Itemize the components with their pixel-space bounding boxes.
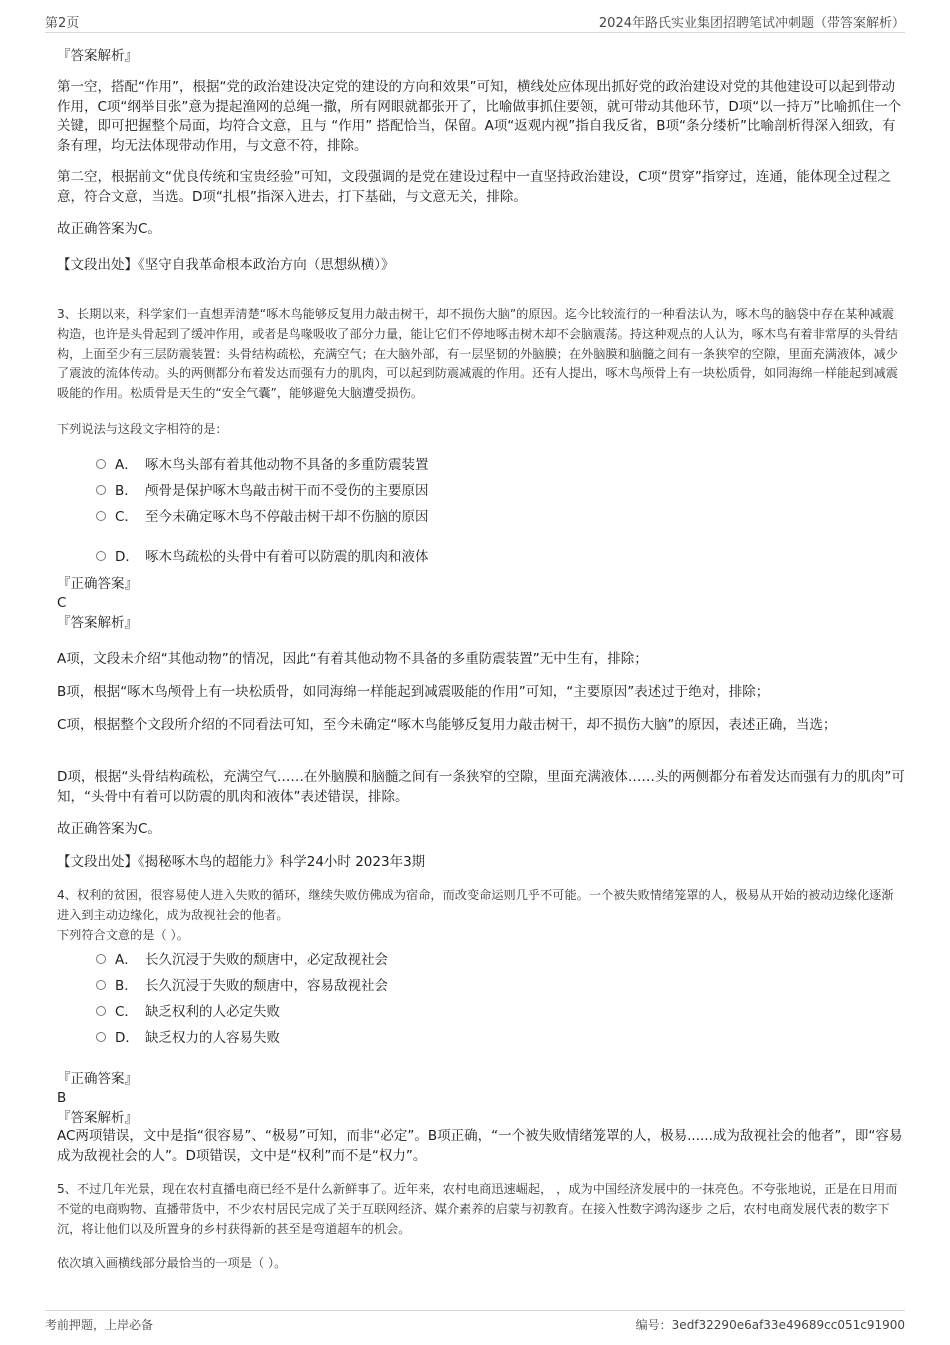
radio-icon[interactable] bbox=[96, 551, 106, 561]
q3-analysis-d: D项，根据“头骨结构疏松，充满空气……在外脑膜和脑髓之间有一条狭窄的空隙，里面充满液体……头的两侧都分布着发达而强有力的肌肉”可知，“头骨中有着可以防震的肌肉和液体”表述错误，排除。 bbox=[57, 769, 905, 805]
q3-answer-label: 『正确答案』 bbox=[57, 576, 138, 592]
radio-icon[interactable] bbox=[96, 459, 106, 469]
q5-stem: 5、不过几年光景，现在农村直播电商已经不是什么新鲜事了。近年来，农村电商迅速崛起， ，成为中国经济发展中的一抹亮色。不夸张地说，正是在日用而不觉的电商购物、直播带货中，不少农村居民完成了关于互联网经济、媒介素养的启蒙与初教育。在接入性数字鸿沟逐步 之后，农村电商发展代表的数字下沉，将让他们以及所置身的乡村获得新的甚至是弯道超车的机会。 bbox=[57, 1182, 898, 1236]
footer-slogan: 考前押题，上岸必备 bbox=[45, 1318, 154, 1332]
q2-conclusion: 故正确答案为C。 bbox=[57, 221, 161, 237]
option-text: 缺乏权利的人必定失败 bbox=[145, 1004, 280, 1020]
q2-analysis-label: 『答案解析』 bbox=[57, 48, 138, 64]
page-footer bbox=[45, 1310, 905, 1337]
q3-stem: 3、长期以来，科学家们一直想弄清楚“啄木鸟能够反复用力敲击树干，却不损伤大脑”的原因。迄今比较流行的一种看法认为，啄木鸟的脑袋中存在某种减震构造，也许是头骨起到了缓冲作用，或者是鸟喙吸收了部分力量，能让它们不停地啄击树木却不会脑震荡。持这种观点的人认为，啄木鸟有着非常厚的头骨结构，上面至少有三层防震装置：头骨结构疏松，充满空气；在大脑外部，有一层坚韧的外脑膜；在外脑膜和脑髓之间有一条狭窄的空隙，里面充满液体，减少了震波的流体传动。头的两侧都分布着发达而强有力的肌肉，可以起到防震减震的作用。还有人提出，啄木鸟颅骨上有一块松质骨，如同海绵一样能起到减震吸能的作用。松质骨是天生的“安全气囊”，能够避免大脑遭受损伤。 bbox=[57, 307, 898, 401]
q4-option-c[interactable]: C． 缺乏权利的人必定失败 bbox=[96, 1002, 280, 1022]
q3-option-b[interactable]: B． 颅骨是保护啄木鸟敲击树干而不受伤的主要原因 bbox=[96, 481, 429, 501]
q4-option-a[interactable]: A． 长久沉浸于失败的颓唐中，必定敌视社会 bbox=[96, 950, 388, 970]
q3-option-c[interactable]: C． 至今未确定啄木鸟不停敲击树干却不伤脑的原因 bbox=[96, 507, 429, 527]
option-text: 长久沉浸于失败的颓唐中，容易敌视社会 bbox=[145, 978, 388, 994]
q2-analysis-p1: 第一空，搭配“作用”，根据“党的政治建设决定党的建设的方向和效果”可知，横线处应体现出抓好党的政治建设对党的其他建设可以起到带动作用，C项“纲举目张”意为提起渔网的总绳一撒，所有网眼就都张开了，比喻做事抓住要领，就可带动其他环节，D项“以一持万”比喻抓住一个关键，即可把握整个局面，均符合文意，且与 “作用” 搭配恰当，保留。A项“返观内视”指自我反省，B项“条分缕析”比喻剖析得深入细致，有条有理，均无法体现带动作用，与文意不符，排除。 bbox=[57, 79, 902, 154]
q4-stem: 4、权利的贫困，很容易使人进入失败的循环，继续失败仿佛成为宿命，而改变命运则几乎不可能。一个被失败情绪笼罩的人，极易从开始的被动边缘化逐渐进入到主动边缘化，成为敌视社会的他者。 bbox=[57, 888, 894, 922]
radio-icon[interactable] bbox=[96, 1006, 106, 1016]
option-text: 至今未确定啄木鸟不停敲击树干却不伤脑的原因 bbox=[145, 509, 429, 525]
q5-prompt: 依次填入画横线部分最恰当的一项是（ ）。 bbox=[57, 1256, 287, 1270]
q2-analysis-p2: 第二空，根据前文“优良传统和宝贵经验”可知，文段强调的是党在建设过程中一直坚持政治建设，C项“贯穿”指穿过，连通，能体现全过程之意，符合文意，当选。D项“扎根”指深入进去，打下基础，与文意无关，排除。 bbox=[57, 169, 891, 205]
q4-analysis: AC两项错误，文中是指“很容易”、“极易”可知，而非“必定”。B项正确，“一个被失败情绪笼罩的人，极易......成为敌视社会的他者”，即“容易成为敌视社会的人”。D项错误，文中是“权利”而不是“权力”。 bbox=[57, 1128, 903, 1164]
document-title: 2024年路氏实业集团招聘笔试冲刺题（带答案解析） bbox=[598, 16, 905, 31]
q2-source: 【文段出处】《坚守自我革命根本政治方向（思想纵横）》 bbox=[57, 257, 395, 273]
q4-answer-label: 『正确答案』 bbox=[57, 1071, 138, 1087]
q3-conclusion: 故正确答案为C。 bbox=[57, 821, 161, 837]
q3-option-d[interactable]: D． 啄木鸟疏松的头骨中有着可以防震的肌肉和液体 bbox=[96, 547, 429, 567]
q3-analysis-a: A项，文段未介绍“其他动物”的情况，因此“有着其他动物不具备的多重防震装置”无中生有，排除； bbox=[57, 651, 648, 667]
option-text: 缺乏权力的人容易失败 bbox=[145, 1030, 280, 1046]
option-text: 长久沉浸于失败的颓唐中，必定敌视社会 bbox=[145, 952, 388, 968]
radio-icon[interactable] bbox=[96, 1032, 106, 1042]
q4-option-b[interactable]: B． 长久沉浸于失败的颓唐中，容易敌视社会 bbox=[96, 976, 388, 996]
radio-icon[interactable] bbox=[96, 511, 106, 521]
q4-answer: B bbox=[57, 1090, 67, 1106]
radio-icon[interactable] bbox=[96, 980, 106, 990]
q4-prompt: 下列符合文意的是（ ）。 bbox=[57, 928, 189, 942]
page-number: 第2页 bbox=[45, 16, 80, 31]
q4-option-d[interactable]: D． 缺乏权力的人容易失败 bbox=[96, 1028, 280, 1048]
document-code: 编号：3edf32290e6af33e49689cc051c91900 bbox=[635, 1318, 905, 1332]
q3-option-a[interactable]: A． 啄木鸟头部有着其他动物不具备的多重防震装置 bbox=[96, 455, 429, 475]
q3-prompt: 下列说法与这段文字相符的是： bbox=[57, 422, 228, 436]
option-text: 颅骨是保护啄木鸟敲击树干而不受伤的主要原因 bbox=[145, 483, 429, 499]
option-text: 啄木鸟头部有着其他动物不具备的多重防震装置 bbox=[145, 457, 429, 473]
q3-analysis-b: B项，根据“啄木鸟颅骨上有一块松质骨，如同海绵一样能起到减震吸能的作用”可知，“主要原因”表述过于绝对，排除； bbox=[57, 684, 770, 700]
q3-analysis-label: 『答案解析』 bbox=[57, 615, 138, 631]
q3-source: 【文段出处】《揭秘啄木鸟的超能力》科学24小时 2023年3期 bbox=[57, 854, 426, 870]
radio-icon[interactable] bbox=[96, 954, 106, 964]
q4-analysis-label: 『答案解析』 bbox=[57, 1110, 138, 1126]
page-header bbox=[45, 8, 905, 33]
q3-analysis-c: C项，根据整个文段所介绍的不同看法可知，至今未确定“啄木鸟能够反复用力敲击树干，却不损伤大脑”的原因，表述正确，当选； bbox=[57, 717, 837, 733]
radio-icon[interactable] bbox=[96, 485, 106, 495]
option-text: 啄木鸟疏松的头骨中有着可以防震的肌肉和液体 bbox=[145, 549, 429, 565]
q3-answer: C bbox=[57, 595, 67, 611]
